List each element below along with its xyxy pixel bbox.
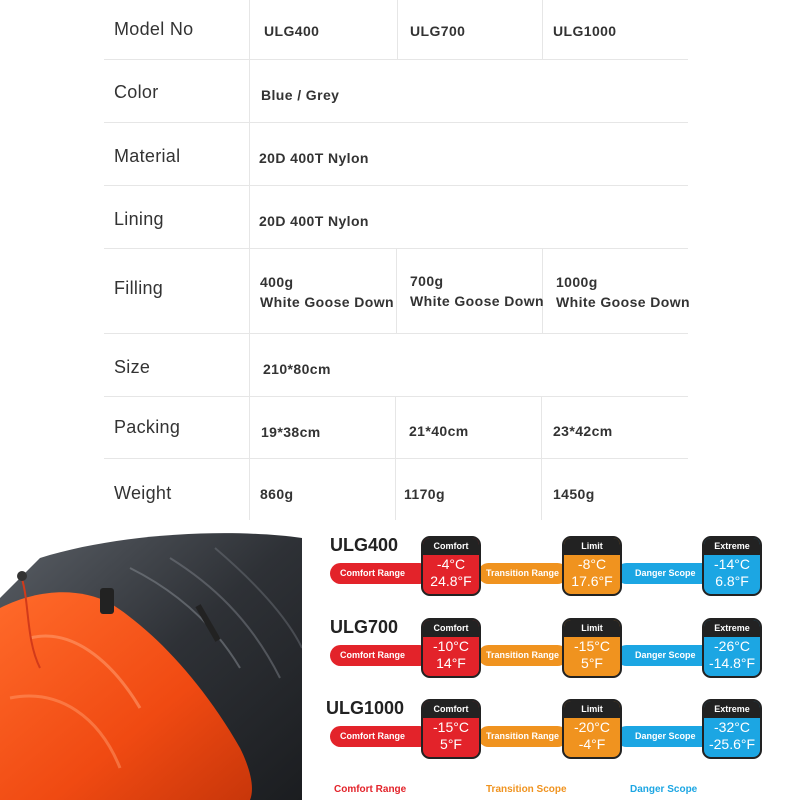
label-lining: Lining [114, 209, 164, 229]
temp-model-ulg400: ULG400 [330, 535, 399, 555]
packing-ulg700: 21*40cm [409, 423, 469, 439]
row-size [104, 334, 688, 397]
weight-ulg400: 860g [260, 486, 294, 502]
row-material [104, 123, 688, 186]
row-filling [104, 249, 688, 334]
limit-badge: Limit -8°C 17.6°F [562, 536, 622, 596]
row-weight [104, 459, 688, 520]
label-color: Color [114, 82, 159, 102]
transition-range-label: Transition Range [486, 731, 560, 741]
model-ulg700: ULG700 [410, 23, 466, 39]
row-color [104, 60, 688, 123]
label-packing: Packing [114, 417, 181, 437]
color-value: Blue / Grey [261, 87, 340, 103]
label-filling: Filling [114, 278, 164, 298]
label-size: Size [114, 357, 151, 377]
extreme-badge: Extreme -26°C -14.8°F [702, 618, 762, 678]
packing-ulg400: 19*38cm [261, 424, 321, 440]
packing-ulg1000: 23*42cm [553, 423, 613, 439]
weight-ulg700: 1170g [404, 486, 445, 502]
danger-scope-label: Danger Scope [635, 731, 696, 741]
legend-danger-scope: Danger Scope [630, 784, 698, 795]
model-ulg1000: ULG1000 [553, 23, 617, 39]
legend-comfort-range: Comfort Range [334, 784, 407, 795]
transition-range-label: Transition Range [486, 650, 560, 660]
weight-ulg1000: 1450g [553, 486, 595, 502]
limit-badge: Limit -20°C -4°F [562, 699, 622, 759]
comfort-badge: Comfort -10°C 14°F [421, 618, 481, 678]
model-ulg400: ULG400 [264, 23, 320, 39]
row-lining [104, 186, 688, 249]
comfort-badge: Comfort -15°C 5°F [421, 699, 481, 759]
comfort-range-label: Comfort Range [340, 650, 405, 660]
sleeping-bag-photo [0, 528, 302, 800]
size-value: 210*80cm [263, 361, 331, 377]
label-model-no: Model No [114, 19, 194, 39]
row-model-no [104, 0, 688, 60]
row-packing [104, 397, 688, 459]
temp-model-ulg700: ULG700 [330, 617, 399, 637]
temp-model-ulg1000: ULG1000 [326, 698, 405, 718]
label-weight: Weight [114, 483, 172, 503]
transition-range-label: Transition Range [486, 568, 560, 578]
limit-badge: Limit -15°C 5°F [562, 618, 622, 678]
filling-ulg1000: 1000g White Goose Down [556, 274, 690, 310]
lining-value: 20D 400T Nylon [259, 213, 369, 229]
danger-scope-label: Danger Scope [635, 650, 696, 660]
filling-ulg400: 400g White Goose Down [260, 274, 394, 310]
legend-transition-scope: Transition Scope [486, 784, 567, 795]
comfort-range-label: Comfort Range [340, 731, 405, 741]
comfort-range-label: Comfort Range [340, 568, 405, 578]
material-value: 20D 400T Nylon [259, 150, 369, 166]
spec-table [104, 0, 688, 520]
filling-ulg700: 700g White Goose Down [410, 273, 544, 309]
comfort-badge: Comfort -4°C 24.8°F [421, 536, 481, 596]
extreme-badge: Extreme -14°C 6.8°F [702, 536, 762, 596]
danger-scope-label: Danger Scope [635, 568, 696, 578]
label-material: Material [114, 146, 181, 166]
extreme-badge: Extreme -32°C -25.6°F [702, 699, 762, 759]
